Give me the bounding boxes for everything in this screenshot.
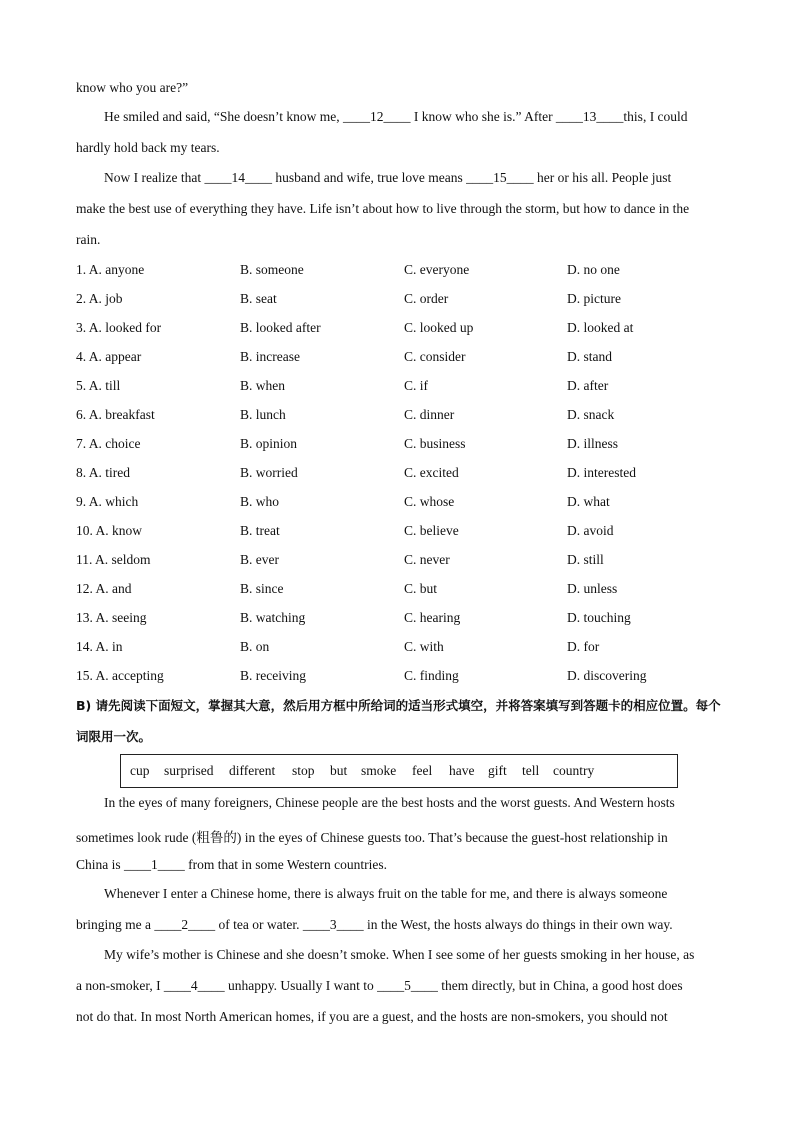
option-row-5 bbox=[76, 378, 756, 398]
option-d: D. stand bbox=[567, 349, 612, 364]
option-a: 14. A. in bbox=[76, 639, 123, 654]
option-c: C. dinner bbox=[404, 407, 455, 422]
option-row-6 bbox=[76, 407, 756, 427]
option-c: C. with bbox=[404, 639, 444, 654]
option-a: 4. A. appear bbox=[76, 349, 142, 364]
passage-line: a non-smoker, I ____4____ unhappy. Usually I want to ____5____ them directly, but in China, a good host does bbox=[76, 978, 683, 993]
option-d: D. discovering bbox=[567, 668, 647, 683]
option-d: D. still bbox=[567, 552, 604, 567]
option-c: C. if bbox=[404, 378, 429, 393]
option-c: C. but bbox=[404, 581, 438, 596]
option-c: C. never bbox=[404, 552, 450, 567]
passage-line: In the eyes of many foreigners, Chinese people are the best hosts and the worst guests. And Western hosts bbox=[104, 795, 675, 810]
passage-line: hardly hold back my tears. bbox=[76, 140, 220, 155]
option-row-1 bbox=[76, 262, 756, 282]
option-c: C. hearing bbox=[404, 610, 461, 625]
option-b: B. treat bbox=[240, 523, 280, 538]
word-bank-item: tell bbox=[522, 763, 540, 778]
option-d: D. what bbox=[567, 494, 610, 509]
passage-line: rain. bbox=[76, 232, 101, 247]
option-a: 12. A. and bbox=[76, 581, 132, 596]
option-a: 13. A. seeing bbox=[76, 610, 147, 625]
option-a: 3. A. looked for bbox=[76, 320, 162, 335]
option-c: C. consider bbox=[404, 349, 466, 364]
option-row-14 bbox=[76, 639, 756, 659]
option-c: C. finding bbox=[404, 668, 459, 683]
option-c: C. business bbox=[404, 436, 466, 451]
option-d: D. picture bbox=[567, 291, 621, 306]
passage-line: China is ____1____ from that in some Western countries. bbox=[76, 857, 387, 872]
word-bank-item: cup bbox=[130, 763, 150, 778]
option-a: 11. A. seldom bbox=[76, 552, 151, 567]
option-d: D. for bbox=[567, 639, 600, 654]
word-bank-item: but bbox=[330, 763, 348, 778]
option-a: 8. A. tired bbox=[76, 465, 130, 480]
option-b: B. receiving bbox=[240, 668, 306, 683]
option-row-13 bbox=[76, 610, 756, 630]
option-a: 6. A. breakfast bbox=[76, 407, 155, 422]
option-d: D. illness bbox=[567, 436, 619, 451]
option-a: 9. A. which bbox=[76, 494, 139, 509]
word-bank-item: smoke bbox=[361, 763, 397, 778]
passage-line: Whenever I enter a Chinese home, there is always fruit on the table for me, and there is always someone bbox=[104, 886, 668, 901]
word-bank-box bbox=[120, 754, 678, 788]
passage-line: My wife’s mother is Chinese and she doesn’t smoke. When I see some of her guests smoking in her house, as bbox=[104, 947, 695, 962]
option-a: 5. A. till bbox=[76, 378, 121, 393]
option-c: C. looked up bbox=[404, 320, 474, 335]
word-bank-item: stop bbox=[292, 763, 315, 778]
word-bank-item: country bbox=[553, 763, 595, 778]
word-bank-item: surprised bbox=[164, 763, 214, 778]
option-c: C. excited bbox=[404, 465, 459, 480]
passage-line: Now I realize that ____14____ husband and wife, true love means ____15____ her or his all. People just bbox=[104, 170, 672, 185]
option-row-11 bbox=[76, 552, 756, 572]
option-d: D. avoid bbox=[567, 523, 614, 538]
option-c: C. whose bbox=[404, 494, 455, 509]
passage-line: make the best use of everything they have. Life isn’t about how to live through the storm, but how to dance in the bbox=[76, 201, 690, 216]
passage-line: know who you are?” bbox=[76, 80, 189, 95]
option-a: 15. A. accepting bbox=[76, 668, 164, 683]
option-b: B. someone bbox=[240, 262, 304, 277]
option-b: B. on bbox=[240, 639, 270, 654]
option-b: B. when bbox=[240, 378, 285, 393]
word-bank-item: have bbox=[449, 763, 475, 778]
option-row-3 bbox=[76, 320, 756, 340]
word-bank-item: gift bbox=[488, 763, 507, 778]
passage-line: bringing me a ____2____ of tea or water. ____3____ in the West, the hosts always do things in their own way. bbox=[76, 917, 673, 932]
option-row-10 bbox=[76, 523, 756, 543]
option-b: B. who bbox=[240, 494, 280, 509]
option-d: D. looked at bbox=[567, 320, 634, 335]
option-b: B. opinion bbox=[240, 436, 298, 451]
option-row-7 bbox=[76, 436, 756, 456]
option-row-12 bbox=[76, 581, 756, 601]
option-b: B. increase bbox=[240, 349, 300, 364]
option-d: D. unless bbox=[567, 581, 618, 596]
option-c: C. believe bbox=[404, 523, 459, 538]
option-d: D. snack bbox=[567, 407, 615, 422]
option-c: C. everyone bbox=[404, 262, 470, 277]
option-c: C. order bbox=[404, 291, 449, 306]
option-a: 2. A. job bbox=[76, 291, 123, 306]
option-d: D. interested bbox=[567, 465, 636, 480]
option-b: B. looked after bbox=[240, 320, 321, 335]
option-b: B. lunch bbox=[240, 407, 286, 422]
option-row-4 bbox=[76, 349, 756, 369]
option-a: 1. A. anyone bbox=[76, 262, 145, 277]
option-b: B. worried bbox=[240, 465, 298, 480]
word-bank-item: feel bbox=[412, 763, 433, 778]
option-row-15 bbox=[76, 668, 756, 688]
option-b: B. ever bbox=[240, 552, 279, 567]
option-b: B. since bbox=[240, 581, 284, 596]
option-a: 7. A. choice bbox=[76, 436, 141, 451]
section-b-instruction: B) 请先阅读下面短文，掌握其大意，然后用方框中所给词的适当形式填空，并将答案填写到答题卡的相应位置。每个词限用一次。 bbox=[76, 698, 721, 744]
passage-line: He smiled and said, “She doesn’t know me, ____12____ I know who she is.” After ____13____this, I could bbox=[104, 109, 688, 124]
option-row-9 bbox=[76, 494, 756, 514]
word-bank-item: different bbox=[229, 763, 276, 778]
option-row-2 bbox=[76, 291, 756, 311]
option-d: D. touching bbox=[567, 610, 631, 625]
option-d: D. after bbox=[567, 378, 609, 393]
option-row-8 bbox=[76, 465, 756, 485]
option-b: B. seat bbox=[240, 291, 277, 306]
option-a: 10. A. know bbox=[76, 523, 143, 538]
passage-line: not do that. In most North American homes, if you are a guest, and the hosts are non-smokers, you should not bbox=[76, 1009, 668, 1024]
passage-line: sometimes look rude (粗鲁的) in the eyes of Chinese guests too. That’s because the guest-host relationship in bbox=[76, 830, 668, 845]
option-d: D. no one bbox=[567, 262, 620, 277]
option-b: B. watching bbox=[240, 610, 306, 625]
